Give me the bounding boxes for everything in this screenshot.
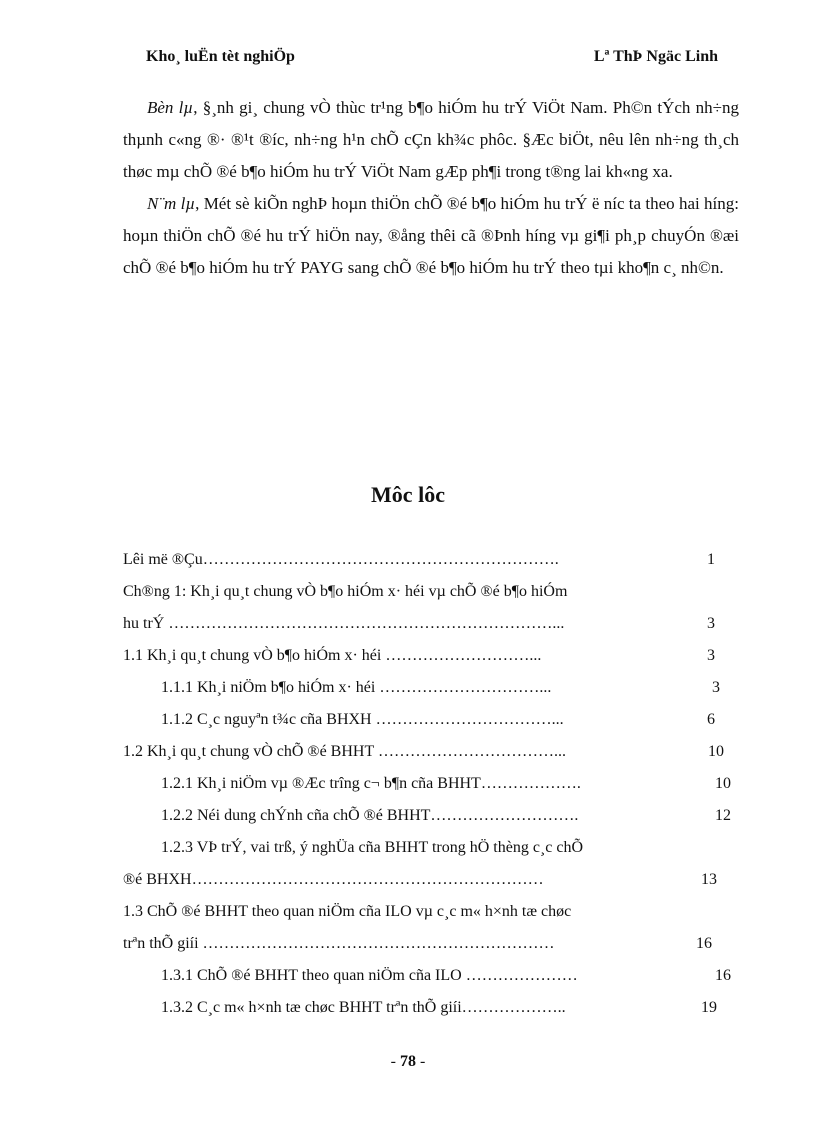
toc-page-number: 16 bbox=[715, 967, 731, 984]
toc-entry: trªn thÕ giíi ………………………………………………………… bbox=[123, 935, 555, 952]
toc-entry: 1.3.1 ChÕ ®é BHHT theo quan niÖm cña ILO ………………… bbox=[161, 967, 578, 984]
running-header bbox=[146, 48, 718, 74]
paragraph-five-text: , Mét sè kiÕn nghÞ hoµn thiÖn chÕ ®é b¶o hiÓm hu trÝ ë níc ta theo hai híng: hoµn thiÖn chÕ ®é hu trÝ hiÖn nay, ®ång thêi cã ®Þnh híng vµ gi¶i ph¸p chuyÓn ®æi chÕ ®é b¶o hiÓm hu trÝ PAYG sang chÕ ®é b¶o hiÓm hu trÝ theo tµi kho¶n c¸ nh©n. bbox=[123, 194, 739, 277]
toc-page-number: 3 bbox=[707, 647, 715, 664]
toc-row bbox=[123, 608, 739, 640]
toc-page-number: 6 bbox=[707, 711, 715, 728]
toc-page-number: 1 bbox=[707, 551, 715, 568]
footer-prefix: - bbox=[390, 1053, 400, 1070]
toc-page-number: 13 bbox=[701, 871, 717, 888]
toc-entry: 1.3.2 C¸c m« h×nh tæ chøc BHHT trªn thÕ giíi……………….. bbox=[161, 999, 566, 1016]
footer-suffix: - bbox=[416, 1053, 426, 1070]
paragraph-four-label: Bèn lµ bbox=[147, 98, 194, 117]
toc-title: Môc lôc bbox=[371, 482, 445, 507]
toc-page-number: 10 bbox=[715, 775, 731, 792]
footer-page-number: 78 bbox=[400, 1053, 416, 1070]
toc-row bbox=[123, 736, 739, 768]
toc-row bbox=[123, 864, 739, 896]
toc-row bbox=[123, 928, 739, 960]
paragraph-four bbox=[123, 92, 739, 188]
toc-page-number: 19 bbox=[701, 999, 717, 1016]
toc-entry: Ch®ng 1: Kh¸i qu¸t chung vÒ b¶o hiÓm x· héi vµ chÕ ®é b¶o hiÓm bbox=[123, 583, 568, 600]
toc-entry: Lêi më ®Çu…………………………………………………………. bbox=[123, 551, 559, 568]
toc-row bbox=[123, 832, 739, 864]
toc-page-number: 12 bbox=[715, 807, 731, 824]
table-of-contents bbox=[123, 544, 739, 1024]
toc-page-number: 16 bbox=[696, 935, 712, 952]
page-footer bbox=[0, 1053, 816, 1071]
toc-row bbox=[123, 768, 739, 800]
toc-row bbox=[123, 896, 739, 928]
toc-row bbox=[123, 672, 739, 704]
toc-row bbox=[123, 992, 739, 1024]
toc-row bbox=[123, 800, 739, 832]
toc-row bbox=[123, 640, 739, 672]
toc-entry: 1.2.2 Néi dung chÝnh cña chÕ ®é BHHT………………………. bbox=[161, 807, 579, 824]
toc-entry: 1.1.1 Kh¸i niÖm b¶o hiÓm x· héi …………………………... bbox=[161, 679, 552, 696]
toc-page-number: 10 bbox=[708, 743, 724, 760]
toc-entry: hu trÝ ………………………………………………………………... bbox=[123, 615, 565, 632]
toc-row bbox=[123, 576, 739, 608]
toc-entry: 1.1.2 C¸c nguyªn t¾c cña BHXH ……………………………... bbox=[161, 711, 564, 728]
toc-row bbox=[123, 960, 739, 992]
toc-entry: ®é BHXH………………………………………………………… bbox=[123, 871, 544, 888]
toc-entry: 1.2.3 VÞ trÝ, vai trß, ý nghÜa cña BHHT trong hÖ thèng c¸c chÕ bbox=[161, 839, 583, 856]
toc-page-number: 3 bbox=[707, 615, 715, 632]
paragraph-five bbox=[123, 188, 739, 284]
header-author: Lª ThÞ Ngäc Linh bbox=[593, 48, 718, 65]
toc-entry: 1.2 Kh¸i qu¸t chung vÒ chÕ ®é BHHT ……………………………... bbox=[123, 743, 566, 760]
toc-row bbox=[123, 544, 739, 576]
paragraph-five-label: N¨m lµ bbox=[147, 194, 196, 213]
paragraph-four-text: , §¸nh gi¸ chung vÒ thùc tr¹ng b¶o hiÓm hu trÝ ViÖt Nam. Ph©n tÝch nh÷ng thµnh c«ng ®· ®¹t ®íc, nh÷ng h¹n chÕ cÇn kh¾c phôc. §Æc biÖt, nêu lên nh÷ng th¸ch thøc mµ chÕ ®é b¶o hiÓm hu trÝ ViÖt Nam gÆp ph¶i trong t®ng lai kh«ng xa. bbox=[123, 98, 740, 181]
toc-row bbox=[123, 704, 739, 736]
intro-section bbox=[123, 92, 739, 284]
toc-page-number: 3 bbox=[712, 679, 720, 696]
toc-entry: 1.2.1 Kh¸i niÖm vµ ®Æc trîng c¬ b¶n cña BHHT………………. bbox=[161, 775, 581, 792]
toc-entry: 1.3 ChÕ ®é BHHT theo quan niÖm cña ILO vµ c¸c m« h×nh tæ chøc bbox=[123, 903, 572, 920]
toc-entry: 1.1 Kh¸i qu¸t chung vÒ b¶o hiÓm x· héi ………………………... bbox=[123, 647, 542, 664]
header-title: Kho¸ luËn tèt nghiÖp bbox=[146, 48, 295, 65]
